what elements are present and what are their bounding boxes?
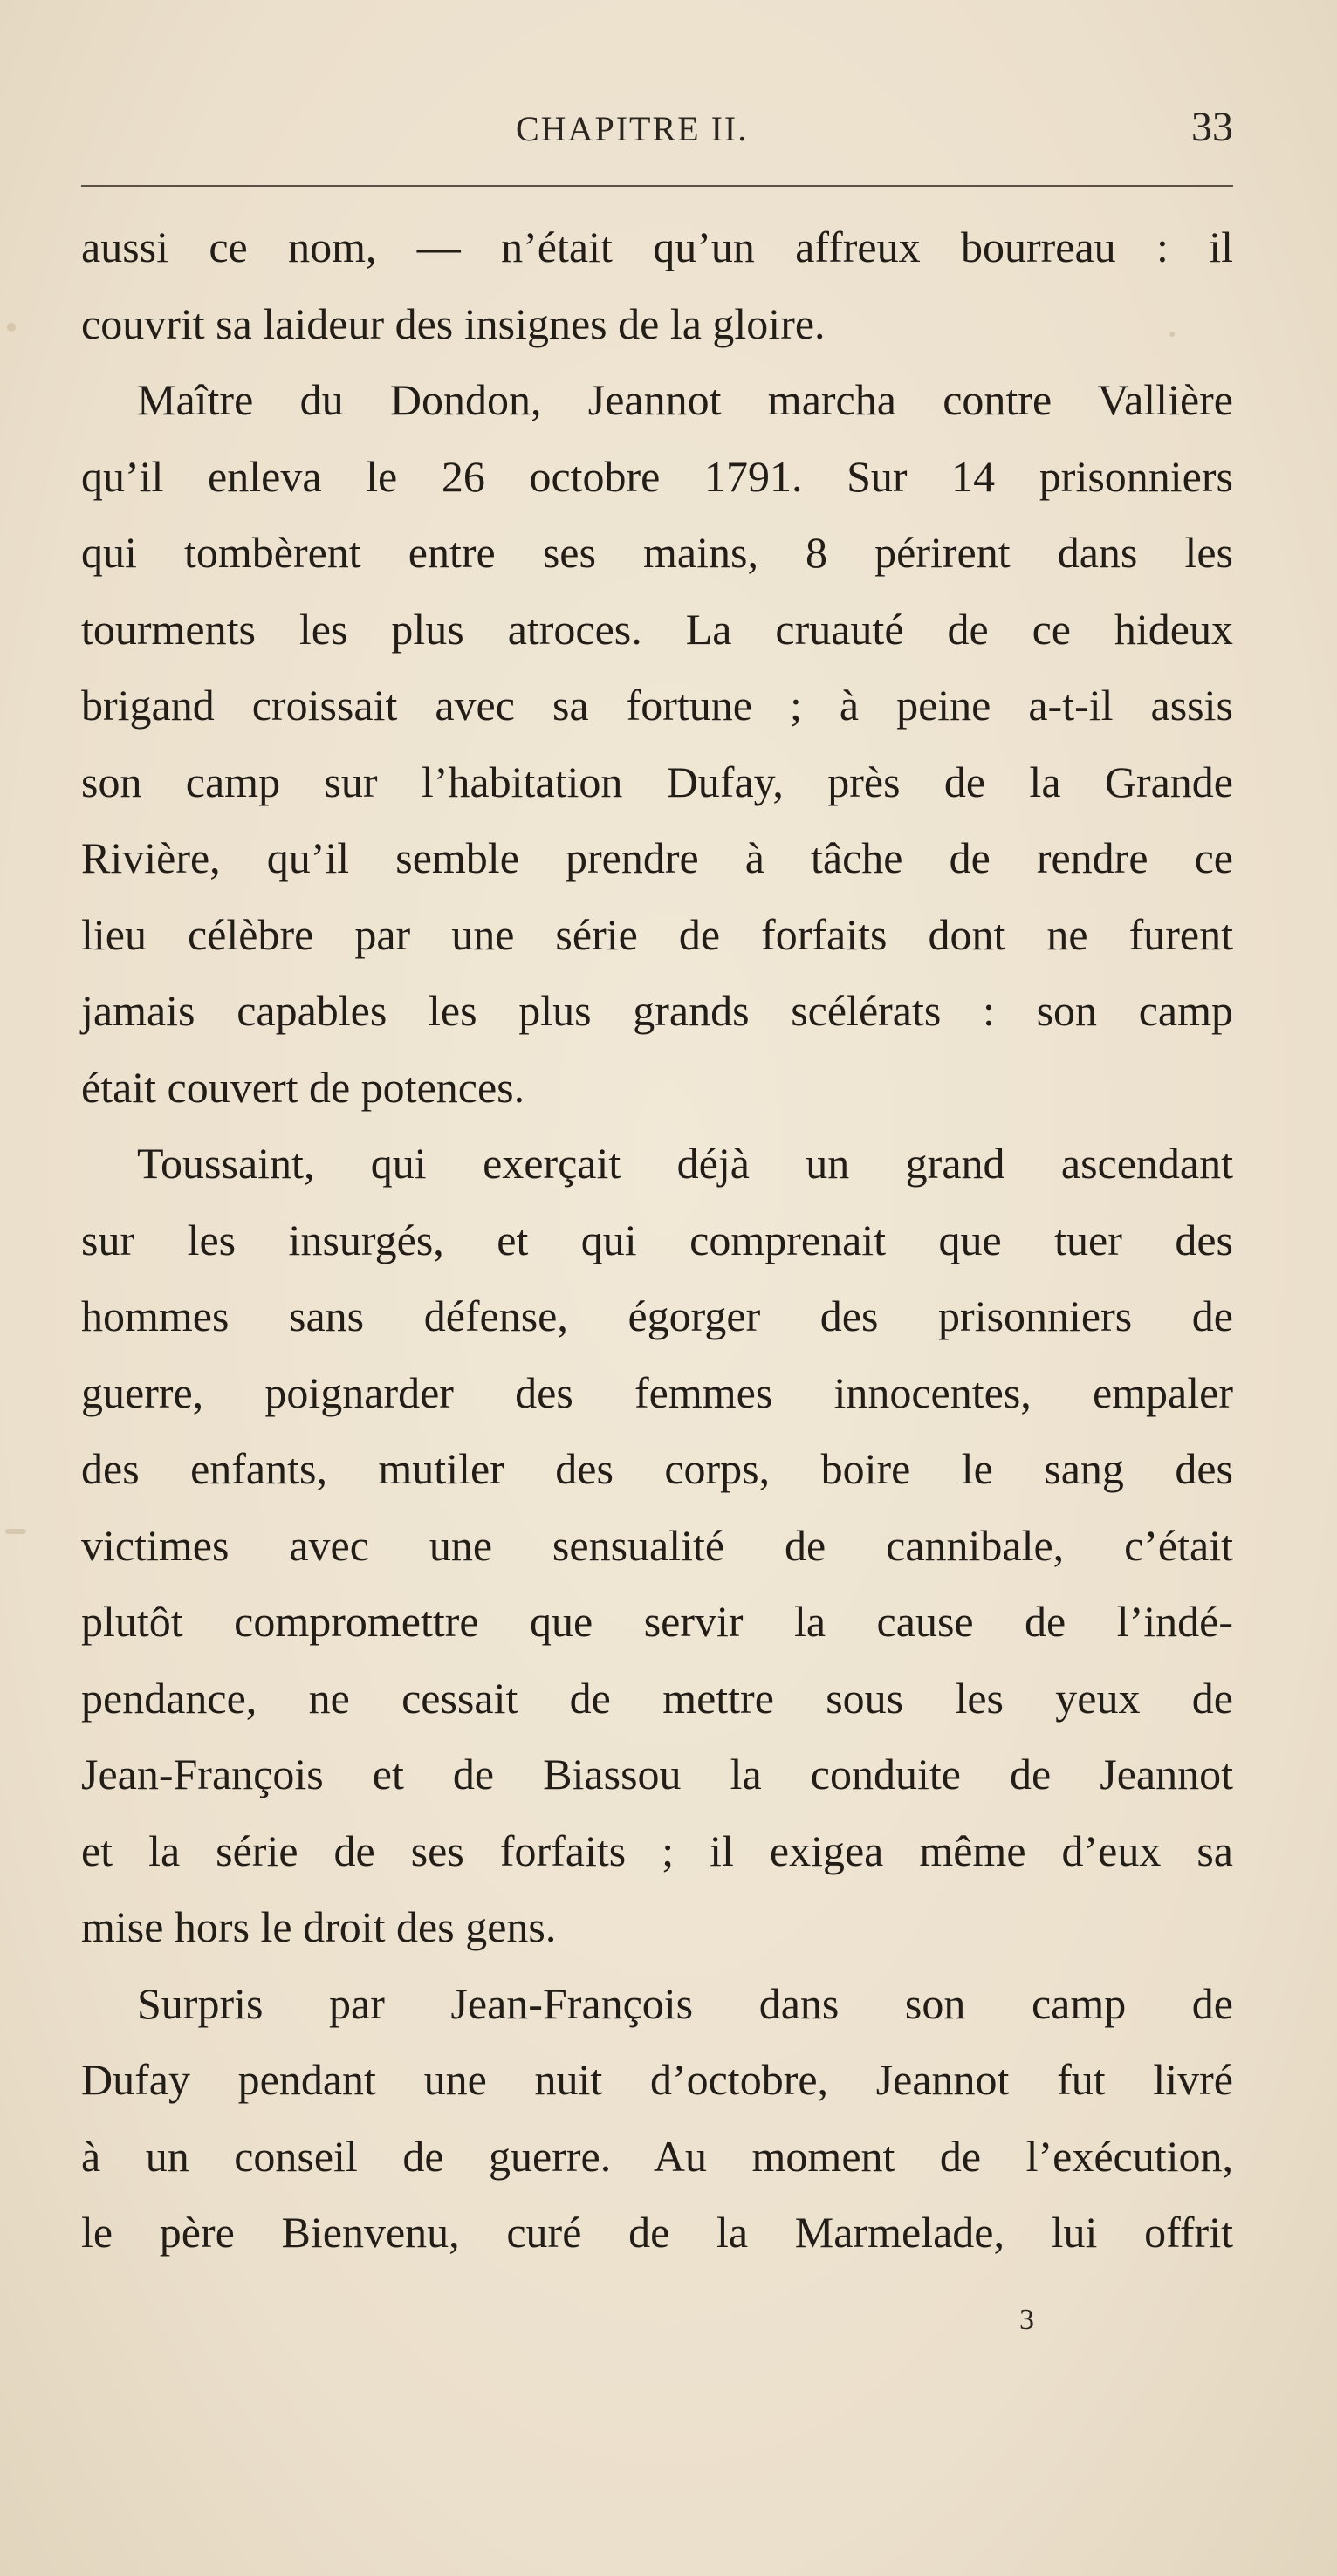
text-line: plutôt compromettre que servir la cause de l’indé- (81, 1597, 1233, 1646)
text-line: Maître du Dondon, Jeannot marcha contre Vallière (137, 375, 1233, 424)
text-line: jamais capables les plus grands scélérats : son camp (81, 986, 1233, 1035)
text-line: pendance, ne cessait de mettre sous les yeux de (81, 1673, 1233, 1723)
text-line: à un conseil de guerre. Au moment de l’exécution, (81, 2131, 1233, 2181)
text-line: qu’il enleva le 26 octobre 1791. Sur 14 prisonniers (81, 451, 1233, 501)
text-line: hommes sans défense, égorger des prisonniers de (81, 1291, 1233, 1340)
body-text (81, 209, 1233, 2271)
text-line: son camp sur l’habitation Dufay, près de la Grande (81, 757, 1233, 806)
text-line: était couvert de potences. (81, 1062, 525, 1112)
chapter-title: CHAPITRE II. (516, 109, 749, 148)
text-line: le père Bienvenu, curé de la Marmelade, lui offrit (81, 2208, 1233, 2257)
text-line: Rivière, qu’il semble prendre à tâche de rendre ce (81, 833, 1233, 882)
signature-mark: 3 (1019, 2304, 1034, 2336)
text-line: Jean-François et de Biassou la conduite de Jeannot (81, 1750, 1233, 1798)
paper-speck (7, 323, 16, 332)
text-line: des enfants, mutiler des corps, boire le sang des (81, 1444, 1233, 1493)
header-rule (81, 185, 1233, 187)
paper-speck (5, 1529, 26, 1534)
text-line: Toussaint, qui exerçait déjà un grand ascendant (137, 1139, 1233, 1188)
text-line: et la série de ses forfaits ; il exigea même d’eux sa (81, 1826, 1233, 1875)
text-line: couvrit sa laideur des insignes de la gloire. (81, 298, 826, 348)
text-line: aussi ce nom, — n’était qu’un affreux bourreau : il (81, 223, 1233, 271)
text-line: guerre, poignarder des femmes innocentes, empaler (81, 1367, 1233, 1417)
text-line: lieu célèbre par une série de forfaits dont ne furent (81, 909, 1233, 959)
text-line: victimes avec une sensualité de cannibale, c’était (81, 1520, 1233, 1570)
text-line: mise hors le droit des gens. (81, 1902, 557, 1951)
paper-speck (1169, 332, 1175, 337)
page-number: 33 (1191, 104, 1233, 150)
running-head (81, 98, 1233, 159)
text-line: Surpris par Jean-François dans son camp de (137, 1978, 1233, 2028)
text-line: brigand croissait avec sa fortune ; à peine a-t-il assis (81, 681, 1233, 730)
text-line: Dufay pendant une nuit d’octobre, Jeannot fut livré (81, 2055, 1233, 2104)
text-line: tourments les plus atroces. La cruauté de ce hideux (81, 604, 1233, 654)
text-line: sur les insurgés, et qui comprenait que tuer des (81, 1215, 1233, 1264)
text-line: qui tombèrent entre ses mains, 8 périrent dans les (81, 528, 1233, 577)
